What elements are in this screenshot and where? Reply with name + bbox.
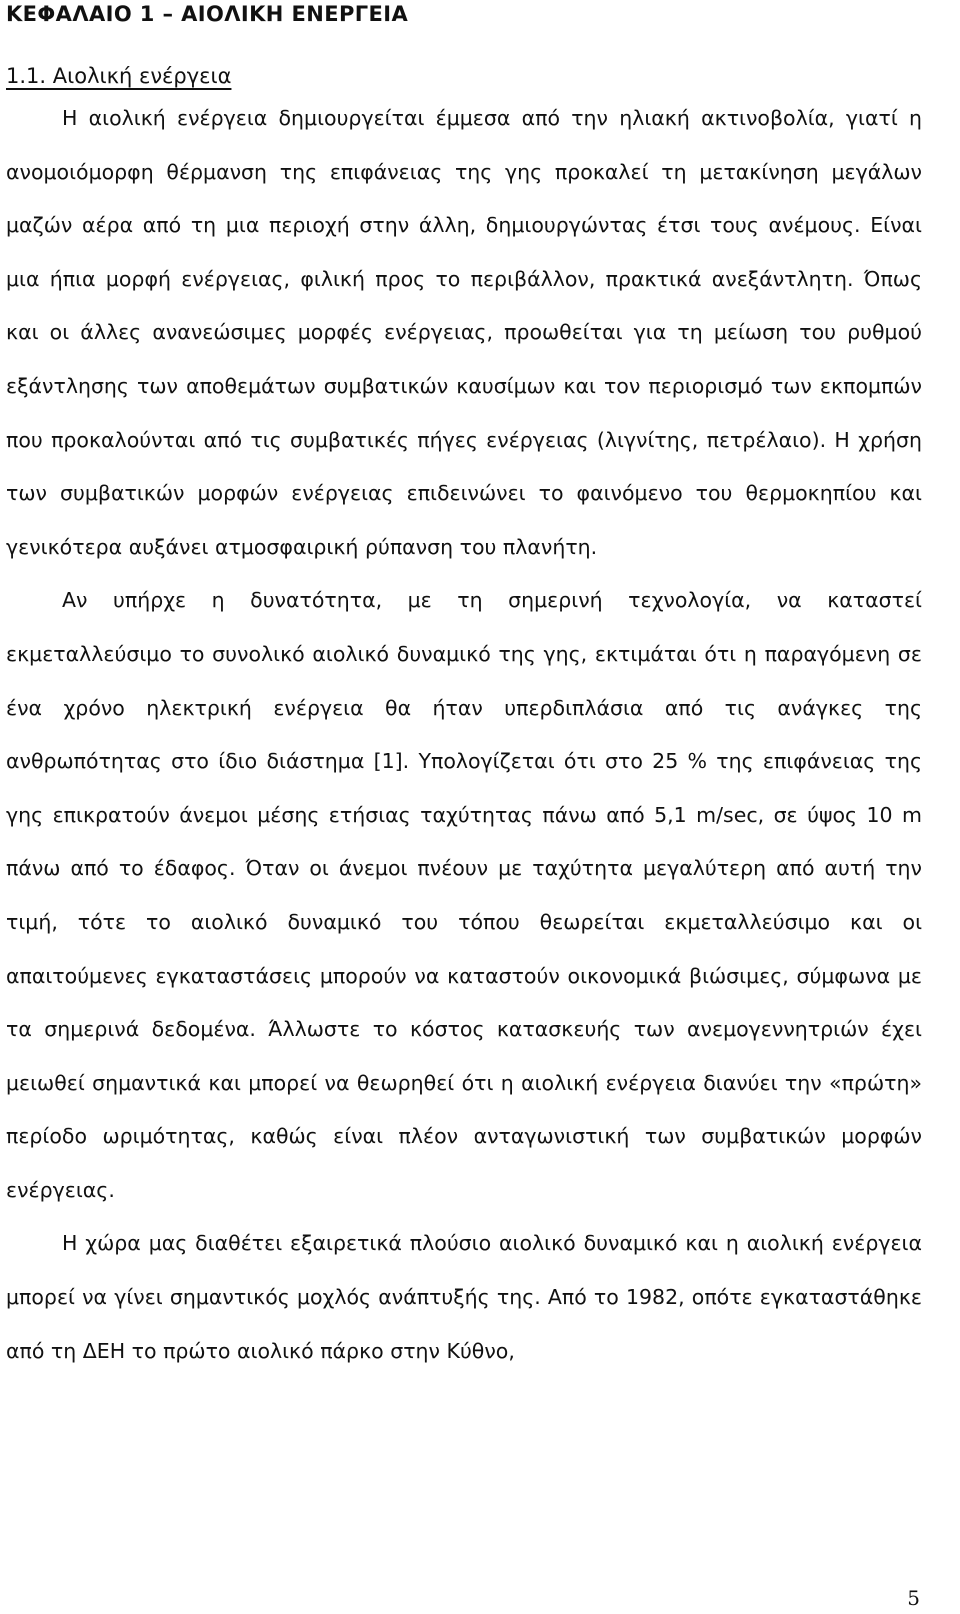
body-text [6,92,922,1378]
paragraph-2: Αν υπήρχε η δυνατότητα, με τη σημερινή τεχνολογία, να καταστεί εκμεταλλεύσιμο το συνολικό αιολικό δυναμικό της γης, εκτιμάται ότι η παραγόμενη σε ένα χρόνο ηλεκτρική ενέργεια θα ήταν υπερδιπλάσια από τις ανάγκες της ανθρωπότητας στο ίδιο διάστημα [1]. Υπολογίζεται ότι στο 25 % της επιφάνειας της γης επικρατούν άνεμοι μέσης ετήσιας ταχύτητας πάνω από 5,1 m/sec, σε ύψος 10 m πάνω από το έδαφος. Όταν οι άνεμοι πνέουν με ταχύτητα μεγαλύτερη από αυτή την τιμή, τότε το αιολικό δυναμικό του τόπου θεωρείται εκμεταλλεύσιμο και οι απαιτούμενες εγκαταστάσεις μπορούν να καταστούν οικονομικά βιώσιμες, σύμφωνα με τα σημερινά δεδομένα. Άλλωστε το κόστος κατασκευής των ανεμογεννητριών έχει μειωθεί σημαντικά και μπορεί να θεωρηθεί ότι η αιολική ενέργεια διανύει την «πρώτη» περίοδο ωριμότητας, καθώς είναι πλέον ανταγωνιστική των συμβατικών μορφών ενέργειας. [6,588,922,1202]
paragraph-3: Η χώρα μας διαθέτει εξαιρετικά πλούσιο αιολικό δυναμικό και η αιολική ενέργεια μπορεί να γίνει σημαντικός μοχλός ανάπτυξής της. Από το 1982, οπότε εγκαταστάθηκε από τη ΔΕΗ το πρώτο αιολικό πάρκο στην Κύθνο, [6,1231,922,1363]
section-title: 1.1. Αιολική ενέργεια [6,64,232,88]
chapter-title: ΚΕΦΑΛΑΙΟ 1 – ΑΙΟΛΙΚΗ ΕΝΕΡΓΕΙΑ [6,2,409,26]
paragraph-1: Η αιολική ενέργεια δημιουργείται έμμεσα από την ηλιακή ακτινοβολία, γιατί η ανομοιόμορφη θέρμανση της επιφάνειας της γης προκαλεί τη μετακίνηση μεγάλων μαζών αέρα από τη μια περιοχή στην άλλη, δημιουργώντας έτσι τους ανέμους. Είναι μια ήπια μορφή ενέργειας, φιλική προς το περιβάλλον, πρακτικά ανεξάντλητη. Όπως και οι άλλες ανανεώσιμες μορφές ενέργειας, προωθείται για τη μείωση του ρυθμού εξάντλησης των αποθεμάτων συμβατικών καυσίμων και τον περιορισμό των εκπομπών που προκαλούνται από τις συμβατικές πήγες ενέργειας (λιγνίτης, πετρέλαιο). Η χρήση των συμβατικών μορφών ενέργειας επιδεινώνει το φαινόμενο του θερμοκηπίου και γενικότερα αυξάνει ατμοσφαιρική ρύπανση του πλανήτη. [6,106,922,559]
page-number: 5 [907,1586,920,1610]
